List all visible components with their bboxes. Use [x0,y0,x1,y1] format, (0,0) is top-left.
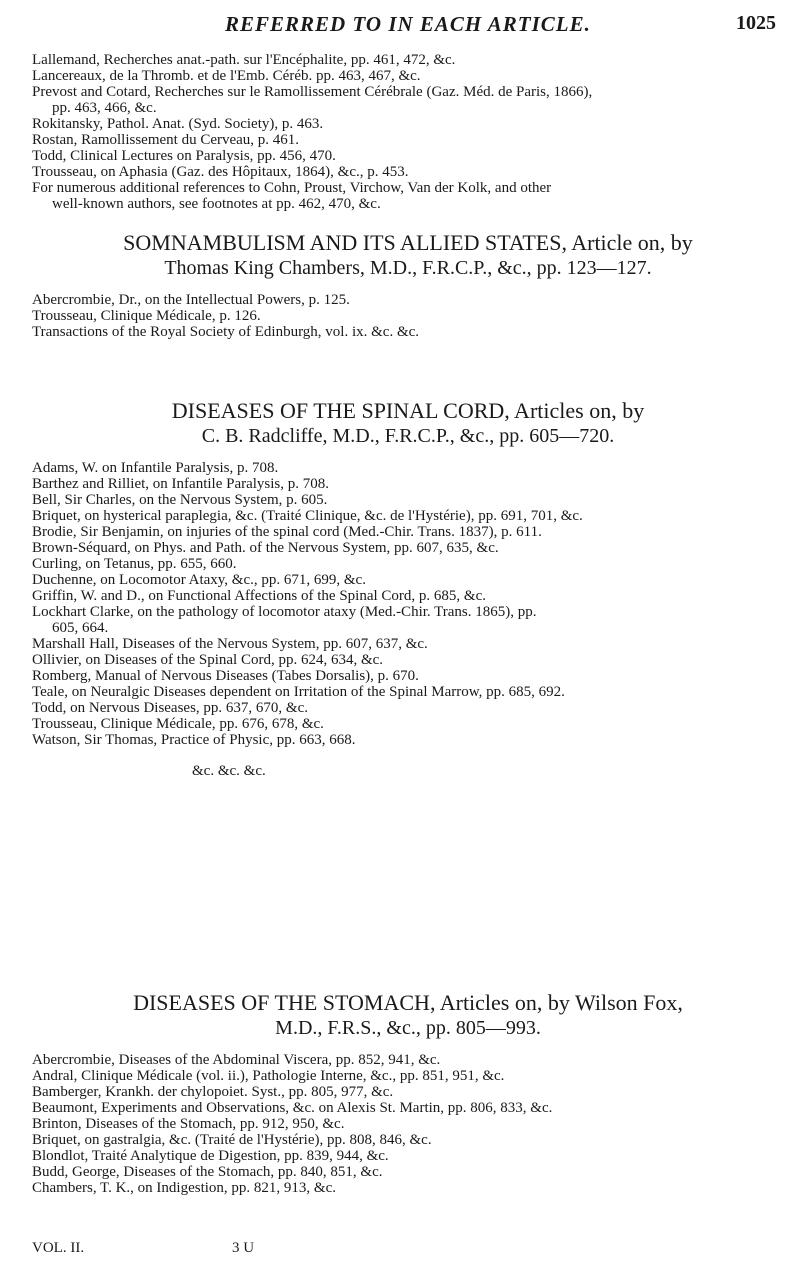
volume-label: VOL. II. [32,1240,85,1256]
section-subheading: M.D., F.R.S., &c., pp. 805—993. [275,1017,541,1039]
page-footer [32,1240,332,1257]
list-item: Briquet, on gastralgia, &c. (Traité de l'Hystérie), pp. 808, 846, &c. [32,1132,432,1148]
section-subheading: C. B. Radcliffe, M.D., F.R.C.P., &c., pp. 605—720. [201,425,615,447]
list-item: Abercrombie, Diseases of the Abdominal Viscera, pp. 852, 941, &c. [32,1052,441,1068]
list-item: Bell, Sir Charles, on the Nervous System, p. 605. [32,492,328,508]
list-item: Watson, Sir Thomas, Practice of Physic, pp. 663, 668. [32,732,356,748]
spinal-cord-section [32,398,784,794]
list-item: Briquet, on hysterical paraplegia, &c. (Traité Clinique, &c. de l'Hystérie), pp. 691, 701, &c. [32,508,583,524]
list-item: Blondlot, Traité Analytique de Digestion, pp. 839, 944, &c. [32,1148,389,1164]
list-item: Brodie, Sir Benjamin, on injuries of the spinal cord (Med.-Chir. Trans. 1837), p. 611. [32,524,542,540]
list-item: Adams, W. on Infantile Paralysis, p. 708. [32,460,279,476]
list-item: Rokitansky, Pathol. Anat. (Syd. Society), p. 463. [32,116,324,132]
section-heading: DISEASES OF THE STOMACH, Articles on, by Wilson Fox, [133,990,683,1015]
section-heading: SOMNAMBULISM AND ITS ALLIED STATES, Article on, by [123,230,693,255]
list-item: Budd, George, Diseases of the Stomach, pp. 840, 851, &c. [32,1164,383,1180]
somnambulism-section [32,230,784,340]
list-item: Trousseau, on Aphasia (Gaz. des Hôpitaux, 1864), &c., p. 453. [32,164,409,180]
list-item: Beaumont, Experiments and Observations, &c. on Alexis St. Martin, pp. 806, 833, &c. [32,1100,553,1116]
list-item: Brown-Séquard, on Phys. and Path. of the Nervous System, pp. 607, 635, &c. [32,540,499,556]
etc-line: &c. &c. &c. [192,763,266,779]
list-item: Todd, on Nervous Diseases, pp. 637, 670, &c. [32,700,308,716]
list-item: Prevost and Cotard, Recherches sur le Ramollissement Cérébrale (Gaz. Méd. de Paris, 1866), [32,84,593,100]
section-subheading: Thomas King Chambers, M.D., F.R.C.P., &c., pp. 123—127. [164,257,652,279]
list-item: Bamberger, Krankh. der chylopoiet. Syst., pp. 805, 977, &c. [32,1084,394,1100]
list-item: Trousseau, Clinique Médicale, p. 126. [32,308,261,324]
list-item: Griffin, W. and D., on Functional Affections of the Spinal Cord, p. 685, &c. [32,588,486,604]
page-number: 1025 [736,12,776,34]
list-item: Trousseau, Clinique Médicale, pp. 676, 678, &c. [32,716,324,732]
list-item: Lockhart Clarke, on the pathology of locomotor ataxy (Med.-Chir. Trans. 1865), pp. [32,604,537,620]
running-title: REFERRED TO IN EACH ARTICLE. [225,12,591,36]
list-item: For numerous additional references to Cohn, Proust, Virchow, Van der Kolk, and other [32,180,552,196]
list-item: Chambers, T. K., on Indigestion, pp. 821, 913, &c. [32,1180,336,1196]
list-item: Brinton, Diseases of the Stomach, pp. 912, 950, &c. [32,1116,345,1132]
list-item: Teale, on Neuralgic Diseases dependent on Irritation of the Spinal Marrow, pp. 685, 692. [32,684,565,700]
stomach-section [32,990,784,1196]
top-reference-list [32,52,784,212]
list-item: Duchenne, on Locomotor Ataxy, &c., pp. 671, 699, &c. [32,572,366,588]
running-head [0,12,800,42]
list-item: Romberg, Manual of Nervous Diseases (Tabes Dorsalis), p. 670. [32,668,419,684]
list-item: 605, 664. [52,620,109,636]
list-item: Barthez and Rilliet, on Infantile Paralysis, p. 708. [32,476,330,492]
list-item: pp. 463, 466, &c. [52,100,157,116]
list-item: Transactions of the Royal Society of Edinburgh, vol. ix. &c. &c. [32,324,420,340]
list-item: Curling, on Tetanus, pp. 655, 660. [32,556,237,572]
signature-mark: 3 U [232,1240,255,1256]
list-item: Lallemand, Recherches anat.-path. sur l'Encéphalite, pp. 461, 472, &c. [32,52,456,68]
list-item: Ollivier, on Diseases of the Spinal Cord, pp. 624, 634, &c. [32,652,384,668]
list-item: Abercrombie, Dr., on the Intellectual Powers, p. 125. [32,292,350,308]
list-item: Marshall Hall, Diseases of the Nervous System, pp. 607, 637, &c. [32,636,428,652]
section-heading: DISEASES OF THE SPINAL CORD, Articles on, by [171,398,645,423]
list-item: Andral, Clinique Médicale (vol. ii.), Pathologie Interne, &c., pp. 851, 951, &c. [32,1068,505,1084]
list-item: Lancereaux, de la Thromb. et de l'Emb. Céréb. pp. 463, 467, &c. [32,68,421,84]
list-item: Rostan, Ramollissement du Cerveau, p. 461. [32,132,300,148]
list-item: Todd, Clinical Lectures on Paralysis, pp. 456, 470. [32,148,336,164]
list-item: well-known authors, see footnotes at pp. 462, 470, &c. [52,196,381,212]
